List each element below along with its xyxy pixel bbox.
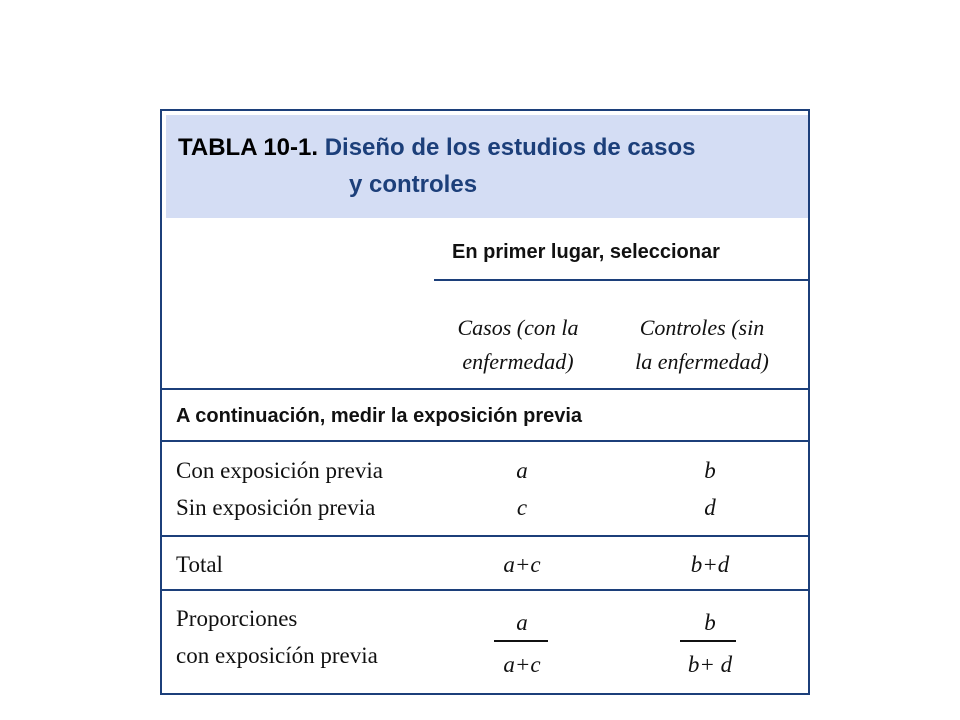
cell-a: a: [516, 458, 528, 483]
cell-total-controls: b+d: [690, 552, 730, 577]
cell-c: c: [516, 495, 528, 520]
row-label-proportions-2: con exposicíón previa: [176, 643, 378, 668]
fraction-controls-bar: [680, 640, 736, 642]
fraction-cases-numerator: a: [516, 610, 528, 635]
section-divider-4: [162, 589, 810, 591]
row-label-with-exposure: Con exposición previa: [176, 458, 383, 483]
col-controls-header-1: Controles (sin: [639, 315, 765, 340]
fraction-cases-denominator: a+c: [503, 652, 541, 677]
col-cases-header-1: Casos (con la: [457, 315, 579, 340]
header-divider: [434, 279, 810, 281]
fraction-controls-numerator: b: [704, 610, 716, 635]
table-title-line-1: [178, 136, 695, 160]
first-select-header: En primer lugar, seleccionar: [452, 241, 720, 263]
row-label-proportions-1: Proporciones: [176, 606, 298, 631]
section-divider-3: [162, 535, 810, 537]
section-divider-1: [162, 388, 810, 390]
fraction-controls-denominator: b+ d: [687, 652, 733, 677]
col-controls-header-2: la enfermedad): [635, 349, 769, 374]
table-title-line-2: y controles: [349, 171, 478, 198]
title-band: [166, 115, 808, 218]
cell-b: b: [704, 458, 716, 483]
cell-d: d: [704, 495, 716, 520]
measure-exposure-header: A continuación, medir la exposición previa: [176, 405, 583, 427]
section-divider-2: [162, 440, 810, 442]
cell-total-cases: a+c: [503, 552, 541, 577]
table-number: TABLA 10-1.: [178, 134, 319, 161]
row-label-without-exposure: Sin exposición previa: [176, 495, 376, 520]
fraction-cases-bar: [494, 640, 548, 642]
col-cases-header-2: enfermedad): [462, 349, 574, 374]
row-label-total: Total: [176, 552, 223, 577]
design-table: [160, 109, 810, 695]
table-title-text: Diseño de los estudios de casos: [324, 134, 696, 161]
